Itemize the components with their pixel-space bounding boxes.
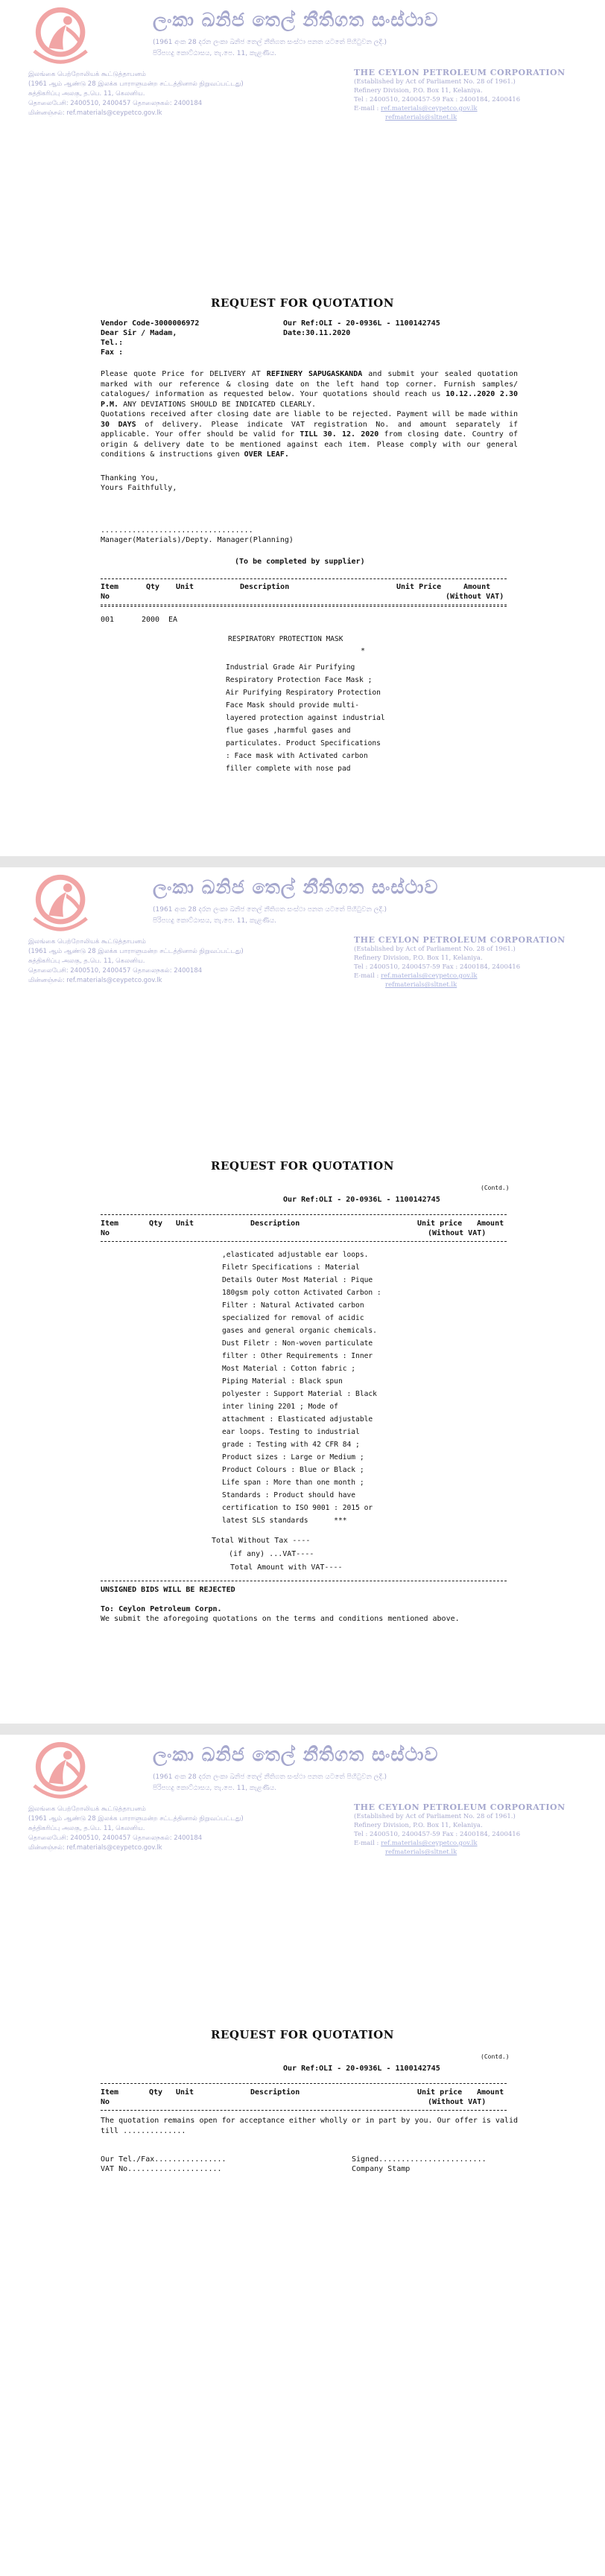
- text-run: Quotations received after closing date are liable to be rejected. Payment will be made within: [101, 410, 518, 418]
- item-no: 001: [101, 616, 115, 624]
- vat-number: VAT No.....................: [101, 2165, 222, 2173]
- sinhala-corp-name: ලංකා ඛනිජ තෙල් නීතිගත සංස්ථාව: [153, 9, 439, 31]
- corp-name: THE CEYLON PETROLEUM CORPORATION: [354, 1802, 566, 1812]
- col-no: No: [101, 593, 110, 601]
- division-line: Refinery Division, P.O. Box 11, Kelaniya.: [354, 954, 483, 962]
- our-ref: Our Ref:OLI - 20-0936L - 1100142745: [283, 319, 440, 328]
- corp-name: THE CEYLON PETROLEUM CORPORATION: [354, 935, 566, 945]
- description-line: layered protection against industrial: [226, 714, 385, 722]
- our-ref: Our Ref:OLI - 20-0936L - 1100142745: [283, 1196, 440, 1204]
- description-line: particulates. Product Specifications: [226, 739, 381, 747]
- cpc-logo-icon: [27, 870, 100, 936]
- sinhala-established: (1961 අංක 28 දරන ලංකා ඛනිජ තෙල් නීතිගත සංස්ථා පනත යටතේ පිහිටුවන ලදී.): [153, 1773, 387, 1781]
- divider: [101, 1241, 507, 1242]
- col-unit: Unit: [176, 583, 194, 591]
- division-line: Refinery Division, P.O. Box 11, Kelaniya.: [354, 1822, 483, 1829]
- vat-line: (if any) ...VAT----: [229, 1550, 314, 1558]
- validity-paragraph: The quotation remains open for acceptance either wholly or in part by you. Our offer is valid till ..............: [101, 2117, 518, 2135]
- email-label: E-mail :: [354, 1840, 379, 1847]
- item-qty: 2000: [142, 616, 160, 624]
- tamil-letterhead: [28, 1805, 282, 1853]
- closing-date: 10.12..2020: [446, 390, 495, 398]
- sinhala-established: (1961 අංක 28 දරන ලංකා ඛනිජ තෙල් නීතිගත සංස්ථා පනත යටතේ පිහිටුවන ලදී.): [153, 906, 387, 914]
- tamil-line: சுத்திகரிப்பு அலகு, த.பெ. 11, கெலனிய.: [28, 1825, 145, 1832]
- col-description: Description: [250, 1220, 300, 1228]
- divider: [101, 2110, 507, 2111]
- validity-date: TILL 30. 12. 2020: [300, 430, 379, 439]
- cpc-logo-icon: [27, 1738, 100, 1803]
- description-line: flue gases ,harmful gases and: [226, 727, 351, 735]
- description-line: Most Material : Cotton fabric ;: [222, 1365, 356, 1373]
- col-amount: Amount: [463, 583, 491, 591]
- page-gap: [0, 856, 605, 867]
- tamil-line: தொலைபேசி: 2400510, 2400457 தொலைநகல்: 2400184: [28, 967, 203, 975]
- rfq-title: REQUEST FOR QUOTATION: [211, 2028, 394, 2041]
- email-address[interactable]: ref.materials@ceypetco.gov.lk: [381, 1840, 478, 1847]
- document-page-3: [0, 1735, 605, 2576]
- to-line: To: Ceylon Petroleum Corpn.: [101, 1605, 222, 1613]
- description-line: : Face mask with Activated carbon: [226, 752, 368, 760]
- over-leaf: OVER LEAF.: [244, 450, 289, 459]
- vendor-code: Vendor Code-3000006972: [101, 319, 200, 328]
- established-line: (Established by Act of Parliament No. 28 of 1961.): [354, 1813, 516, 1820]
- payment-days: 30 DAYS: [101, 420, 136, 429]
- description-line: Respiratory Protection Face Mask ;: [226, 676, 373, 684]
- description-line: Standards : Product should have: [222, 1491, 356, 1499]
- email-line: [354, 104, 592, 113]
- item-star: *: [361, 647, 366, 655]
- contd-label: (Contd.): [481, 2053, 510, 2060]
- description-line: Air Purifying Respiratory Protection: [226, 689, 381, 697]
- salutation: Dear Sir / Madam,: [101, 329, 177, 337]
- description-line: Life span : More than one month ;: [222, 1479, 364, 1487]
- col-unit-price: Unit Price: [396, 583, 442, 591]
- text-run: and submit your sealed quotation marked with our reference & closing date on the left hand top corner. Furnish samples/ catalogues/ information as requested below. Your quotations should reach us: [101, 370, 518, 398]
- document-page-2: [0, 867, 605, 1724]
- email-line: [354, 1839, 592, 1848]
- divider-double: [101, 605, 507, 607]
- text-run: [495, 390, 500, 398]
- description-line: gases and general organic chemicals.: [222, 1327, 377, 1335]
- description-line: Filetr Specifications : Material: [222, 1263, 360, 1272]
- tamil-line: (1961 ஆம் ஆண்டு 28 இலக்க பாராளுமன்ற சட்டத்தினால் நிறுவப்பட்டது): [28, 948, 244, 955]
- email-line-2: [354, 1848, 592, 1857]
- tel-line: Tel : 2400510, 2400457-59 Fax : 2400184, 2400416: [354, 96, 521, 103]
- description-line: latest SLS standards ***: [222, 1517, 347, 1525]
- instructions-paragraph: [101, 369, 518, 409]
- item-description: [222, 1249, 381, 1527]
- col-item: Item: [101, 2088, 119, 2097]
- contd-label: (Contd.): [481, 1185, 510, 1191]
- col-qty: Qty: [149, 2088, 163, 2097]
- signed-line: Signed........................: [352, 2155, 487, 2164]
- description-line: grade : Testing with 42 CFR 84 ;: [222, 1441, 360, 1449]
- email-address[interactable]: refmaterials@sltnet.lk: [385, 1849, 457, 1856]
- text-run: Please quote Price for DELIVERY AT: [101, 370, 267, 378]
- thanking-line: Thanking You,: [101, 474, 159, 482]
- english-letterhead: [354, 1803, 592, 1857]
- document-page-1: [0, 0, 605, 856]
- col-without-vat: (Without VAT): [446, 593, 504, 601]
- col-item: Item: [101, 1220, 119, 1228]
- description-line: Piping Material : Black spun: [222, 1377, 343, 1386]
- description-line: ,elasticated adjustable ear loops.: [222, 1251, 369, 1259]
- col-description: Description: [240, 583, 290, 591]
- tamil-line: சுத்திகரிப்பு அலகு, த.பெ. 11, கெலனிய.: [28, 90, 145, 98]
- col-unit: Unit: [176, 1220, 194, 1228]
- description-line: Details Outer Most Material : Pique: [222, 1276, 373, 1284]
- sinhala-address: පිරිපහදු කොට්ඨාසය, තැ.පෙ. 11, කැළණිය.: [153, 1785, 277, 1792]
- col-unit-price: Unit price: [417, 1220, 463, 1228]
- description-line: certification to ISO 9001 : 2015 or: [222, 1504, 373, 1512]
- tamil-line: இலங்கை பெற்றோலியக் கூட்டுத்தாபனம்: [28, 938, 146, 946]
- tamil-letterhead: [28, 70, 282, 118]
- col-amount: Amount: [477, 1220, 504, 1228]
- description-line: Filter : Natural Activated carbon: [222, 1301, 364, 1310]
- english-letterhead: [354, 68, 592, 122]
- email-label: E-mail :: [354, 105, 379, 112]
- rfq-title: REQUEST FOR QUOTATION: [211, 1159, 394, 1173]
- col-without-vat: (Without VAT): [428, 2098, 487, 2106]
- sinhala-corp-name: ලංකා ඛනිජ තෙල් නීතිගත සංස්ථාව: [153, 1744, 439, 1765]
- page-gap: [0, 1724, 605, 1735]
- fax-label: Fax :: [101, 348, 124, 357]
- description-line: Product Colours : Blue or Black ;: [222, 1466, 364, 1474]
- description-line: specialized for removal of acidic: [222, 1314, 364, 1322]
- terms-paragraph: [101, 409, 518, 460]
- description-line: 180gsm poly cotton Activated Carbon :: [222, 1289, 381, 1297]
- sinhala-address: පිරිපහදු කොට්ඨාසය, තැ.පෙ. 11, කැළණිය.: [153, 917, 277, 925]
- text-run: from closing date. Country of origin & delivery date to be mentioned against each item. Please comply with our general conditions & instructions given: [101, 430, 518, 459]
- tamil-line: இலங்கை பெற்றோலியக் கூட்டுத்தாபனம்: [28, 1805, 146, 1813]
- company-stamp: Company Stamp: [352, 2165, 411, 2173]
- tamil-line: தொலைபேசி: 2400510, 2400457 தொலைநகல்: 2400184: [28, 1834, 203, 1842]
- text-run: ANY DEVIATIONS SHOULD BE INDICATED CLEARLY.: [118, 400, 316, 409]
- description-line: Face Mask should provide multi-: [226, 701, 360, 710]
- email-address[interactable]: ref.materials@ceypetco.gov.lk: [381, 105, 478, 112]
- signature-dots: ..................................: [101, 526, 253, 535]
- unsigned-warning: UNSIGNED BIDS WILL BE REJECTED: [101, 1586, 235, 1594]
- tamil-line: (1961 ஆம் ஆண்டு 28 இலக்க பாராளுமன்ற சட்டத்தினால் நிறுவப்பட்டது): [28, 1815, 244, 1823]
- col-without-vat: (Without VAT): [428, 1229, 487, 1237]
- divider: [101, 578, 507, 579]
- tel-label: Tel.:: [101, 339, 124, 347]
- total-without-tax: Total Without Tax ----: [212, 1537, 311, 1545]
- corp-name: THE CEYLON PETROLEUM CORPORATION: [354, 68, 566, 77]
- description-line: filler complete with nose pad: [226, 765, 351, 773]
- description-line: attachment : Elasticated adjustable: [222, 1415, 373, 1424]
- col-amount: Amount: [477, 2088, 504, 2097]
- rfq-date: Date:30.11.2020: [283, 329, 351, 337]
- faithfully-line: Yours Faithfully,: [101, 484, 177, 492]
- col-item: Item: [101, 583, 119, 591]
- sinhala-address: පිරිපහදු කොට්ඨාසය, තැ.පෙ. 11, කැළණිය.: [153, 50, 277, 57]
- col-description: Description: [250, 2088, 300, 2097]
- col-qty: Qty: [146, 583, 160, 591]
- description-line: Dust Filetr : Non-woven particulate: [222, 1339, 373, 1348]
- email-line-2: [354, 113, 592, 122]
- description-line: Product sizes : Large or Medium ;: [222, 1453, 364, 1461]
- submit-line: We submit the aforegoing quotations on the terms and conditions mentioned above.: [101, 1615, 460, 1623]
- tamil-line: (1961 ஆம் ஆண்டு 28 இலக்க பாராளுமன்ற சட்டத்தினால் நிறுவப்பட்டது): [28, 80, 244, 88]
- item-name: RESPIRATORY PROTECTION MASK: [228, 635, 343, 643]
- email-line: [354, 972, 592, 981]
- tamil-letterhead: [28, 937, 282, 986]
- description-line: inter lining 2201 ; Mode of: [222, 1403, 338, 1411]
- sinhala-established: (1961 අංක 28 දරන ලංකා ඛනිජ තෙල් නීතිගත සංස්ථා පනත යටතේ පිහිටුවන ලදී.): [153, 39, 387, 46]
- our-ref: Our Ref:OLI - 20-0936L - 1100142745: [283, 2065, 440, 2073]
- description-line: filter : Other Requirements : Inner: [222, 1352, 373, 1360]
- description-line: Industrial Grade Air Purifying: [226, 663, 355, 672]
- our-tel-fax: Our Tel./Fax................: [101, 2155, 227, 2164]
- letterhead: [0, 0, 605, 141]
- item-description: [226, 661, 385, 775]
- cpc-logo-icon: [27, 3, 100, 68]
- description-line: polyester : Support Material : Black: [222, 1390, 377, 1398]
- divider: [101, 2083, 507, 2084]
- manager-title: Manager(Materials)/Depty. Manager(Planning): [101, 536, 294, 544]
- supplier-note: (To be completed by supplier): [235, 558, 365, 566]
- email-label: E-mail :: [354, 972, 379, 980]
- sinhala-corp-name: ලංකා ඛනිජ තෙල් නීතිගත සංස්ථාව: [153, 876, 439, 898]
- english-letterhead: [354, 936, 592, 989]
- tel-line: Tel : 2400510, 2400457-59 Fax : 2400184, 2400416: [354, 1831, 521, 1838]
- letterhead: [0, 867, 605, 1009]
- delivery-location: REFINERY SAPUGASKANDA: [266, 370, 363, 378]
- tel-line: Tel : 2400510, 2400457-59 Fax : 2400184, 2400416: [354, 963, 521, 971]
- email-address[interactable]: refmaterials@sltnet.lk: [385, 981, 457, 989]
- text-run: of delivery. Please indicate VAT registration No. and amount separately if applicable. Your offer should be valid for: [101, 420, 518, 439]
- tamil-line: இலங்கை பெற்றோலியக் கூட்டுத்தாபனம்: [28, 71, 146, 78]
- tamil-line: மின்னஞ்சல்: ref.materials@ceypetco.gov.lk: [28, 109, 162, 117]
- col-unit: Unit: [176, 2088, 194, 2097]
- divider: [101, 1214, 507, 1215]
- established-line: (Established by Act of Parliament No. 28 of 1961.): [354, 946, 516, 953]
- tamil-line: சுத்திகரிப்பு அலகு, த.பெ. 11, கெலனிய.: [28, 957, 145, 965]
- email-line-2: [354, 981, 592, 989]
- rfq-title: REQUEST FOR QUOTATION: [211, 296, 394, 310]
- col-qty: Qty: [149, 1220, 163, 1228]
- established-line: (Established by Act of Parliament No. 28 of 1961.): [354, 78, 516, 86]
- col-unit-price: Unit price: [417, 2088, 463, 2097]
- description-line: ear loops. Testing to industrial: [222, 1428, 360, 1436]
- email-address[interactable]: ref.materials@ceypetco.gov.lk: [381, 972, 478, 980]
- closing-time: 2.30 P.M.: [101, 390, 518, 409]
- item-unit: EA: [168, 616, 178, 624]
- col-no: No: [101, 2098, 110, 2106]
- tamil-line: மின்னஞ்சல்: ref.materials@ceypetco.gov.lk: [28, 1844, 162, 1852]
- email-address[interactable]: refmaterials@sltnet.lk: [385, 114, 457, 121]
- division-line: Refinery Division, P.O. Box 11, Kelaniya.: [354, 87, 483, 95]
- tamil-line: மின்னஞ்சல்: ref.materials@ceypetco.gov.lk: [28, 977, 162, 984]
- letterhead: [0, 1735, 605, 1876]
- total-with-vat: Total Amount with VAT----: [230, 1563, 343, 1572]
- tamil-line: தொலைபேசி: 2400510, 2400457 தொலைநகல்: 2400184: [28, 100, 203, 107]
- col-no: No: [101, 1229, 110, 1237]
